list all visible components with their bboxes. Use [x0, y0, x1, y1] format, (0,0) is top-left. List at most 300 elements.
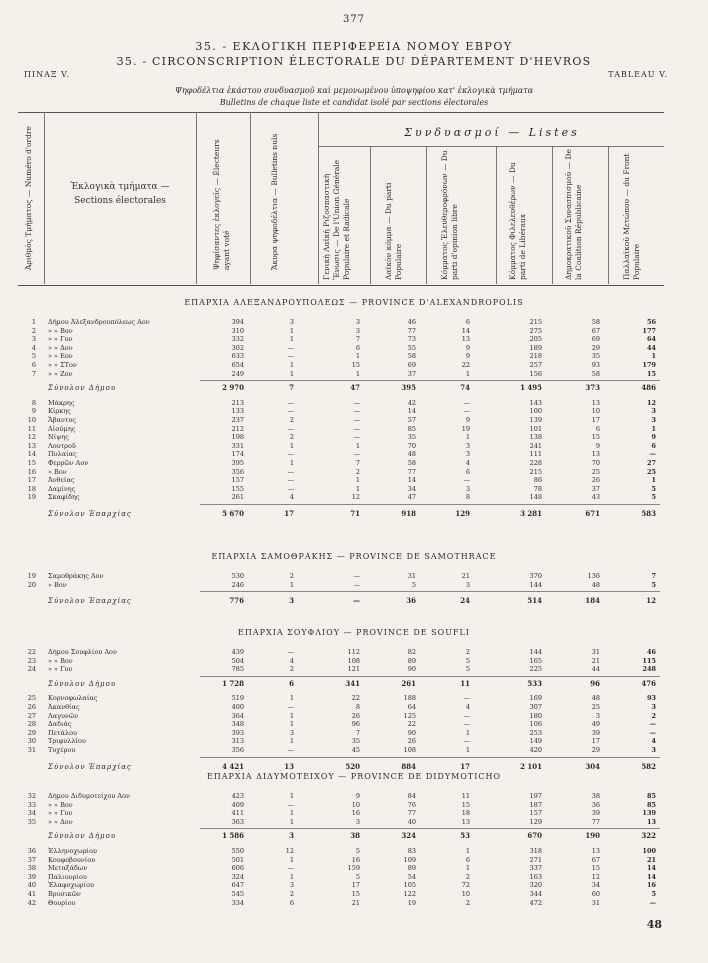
cell-value: 40 — [407, 817, 416, 826]
cell-value: 3 — [595, 711, 600, 720]
row-number: 15 — [27, 459, 36, 467]
header-electeurs: Ψηφίσαντες ἐκλογεῖς — Électeurs ayant voté — [212, 139, 231, 270]
header-col-populaire: Λαϊκὸν κόμμα — Du parti Populaire — [384, 182, 403, 280]
cell-value: 13 — [646, 817, 656, 826]
cell-value: 15 — [591, 433, 600, 442]
cell-value: 21 — [351, 898, 360, 907]
section-name: » » Εον — [48, 352, 73, 361]
cell-value: 22 — [407, 720, 416, 729]
row-number: 19 — [27, 572, 36, 580]
table-row — [0, 665, 708, 673]
cell-value: 18 — [461, 809, 470, 818]
cell-value: 109 — [403, 855, 416, 864]
cell-value: 71 — [350, 509, 360, 518]
cell-value: 411 — [231, 809, 244, 818]
cell-value: 22 — [351, 694, 360, 703]
section-name: » » Γον — [48, 335, 73, 344]
cell-value: 100 — [642, 847, 656, 855]
cell-value: 501 — [231, 855, 244, 864]
cell-value: 275 — [529, 326, 542, 335]
cell-value: 6 — [355, 343, 360, 352]
section-name: Δήμου Σουφλίου Αον — [48, 648, 117, 656]
section-name: Σύνολον Ἐπαρχίας — [48, 762, 132, 771]
cell-value: 3 — [289, 831, 294, 841]
cell-value: 1 — [289, 326, 294, 335]
row-number: 6 — [31, 361, 36, 369]
row-number: 17 — [27, 476, 36, 485]
cell-value: 58 — [407, 459, 416, 467]
cell-value: 105 — [403, 881, 416, 890]
cell-value: 10 — [591, 407, 600, 416]
cell-value: 49 — [591, 720, 600, 729]
cell-value: 46 — [646, 648, 656, 656]
cell-value: 261 — [401, 678, 416, 688]
cell-value: 550 — [231, 847, 244, 855]
cell-value: 1 — [651, 424, 656, 433]
table-row — [0, 657, 708, 665]
cell-value: 3 — [465, 450, 470, 459]
cell-value: 70 — [407, 441, 416, 450]
table-row — [0, 890, 708, 898]
header-numero: Ἀριθμὸς Τμήματος — Numéro d'ordre — [24, 126, 33, 270]
total-rule — [200, 757, 660, 758]
cell-value: 70 — [591, 459, 600, 467]
cell-value: 174 — [231, 450, 244, 459]
cell-value: 90 — [407, 665, 416, 674]
row-number: 3 — [31, 335, 36, 344]
header-nuls: Ἄκυρα ψηφοδέλτια — Bulletins nuls — [270, 133, 279, 270]
cell-value: 633 — [231, 352, 244, 361]
cell-value: 86 — [533, 476, 542, 485]
section-name: Σκαφίδης — [48, 493, 80, 502]
table-row — [0, 327, 708, 335]
cell-value: — — [287, 476, 294, 485]
cell-value: 1 — [289, 872, 294, 881]
cell-value: — — [353, 416, 360, 424]
cell-value: 121 — [347, 665, 360, 674]
cell-value: 1 — [355, 352, 360, 361]
cell-value: 370 — [529, 572, 542, 580]
cell-value: 78 — [533, 484, 542, 493]
subtotal-row — [0, 384, 708, 392]
cell-value: 476 — [641, 678, 656, 688]
row-number: 10 — [27, 416, 36, 424]
section-name: Ἀνθείας — [48, 476, 75, 485]
cell-value: 1 — [289, 720, 294, 729]
cell-value: 198 — [231, 433, 244, 442]
cell-value: 2 — [355, 467, 360, 476]
cell-value: 56 — [646, 318, 656, 326]
row-number: 20 — [27, 580, 36, 589]
cell-value: 205 — [529, 335, 542, 344]
cell-value: 1 — [465, 847, 470, 855]
cell-value: 129 — [455, 509, 470, 518]
table-row — [0, 416, 708, 424]
cell-value: 100 — [529, 407, 542, 416]
cell-value: 77 — [591, 817, 600, 826]
cell-value: 82 — [407, 648, 416, 656]
cell-value: 519 — [231, 694, 244, 703]
cell-value: — — [353, 596, 360, 606]
section-name: Κίρκης — [48, 407, 71, 416]
cell-value: 44 — [591, 665, 600, 674]
cell-value: 14 — [407, 476, 416, 485]
cell-value: 27 — [646, 459, 656, 467]
table-row — [0, 459, 708, 467]
cell-value: 212 — [231, 424, 244, 433]
row-number: 4 — [31, 343, 36, 352]
cell-value: 157 — [231, 476, 244, 485]
cell-value: 122 — [403, 890, 416, 898]
cell-value: 177 — [642, 326, 656, 335]
cell-value: 48 — [591, 580, 600, 589]
section-name: » Βον — [48, 467, 67, 476]
cell-value: 77 — [407, 809, 416, 818]
section-name: » » Βον — [48, 800, 73, 809]
cell-value: 1 — [289, 441, 294, 450]
cell-value: 213 — [231, 398, 244, 407]
row-number: 26 — [27, 703, 36, 711]
section-name: » » Δον — [48, 343, 73, 352]
cell-value: 4 — [289, 656, 294, 665]
cell-value: 155 — [231, 484, 244, 493]
cell-value: 13 — [461, 335, 470, 344]
cell-value: 9 — [465, 416, 470, 424]
cell-value: 322 — [641, 831, 656, 841]
cell-value: 1 — [465, 728, 470, 737]
cell-value: 3 — [651, 416, 656, 424]
cell-value: 246 — [231, 580, 244, 589]
cell-value: 31 — [407, 572, 416, 580]
section-name: Φερρῶν Αον — [48, 459, 89, 467]
table-row — [0, 792, 708, 800]
cell-value: 34 — [407, 484, 416, 493]
cell-value: 9 — [465, 343, 470, 352]
cell-value: 106 — [529, 720, 542, 729]
table-row — [0, 847, 708, 855]
header-col-coalition: Δημοκρατικοῦ Συνασπισμοῦ — De la Coalition Républicaine — [564, 149, 583, 280]
cell-value: 10 — [461, 890, 470, 898]
cell-value: 149 — [529, 737, 542, 746]
cell-value: 654 — [231, 361, 244, 369]
table-row — [0, 703, 708, 711]
cell-value: 307 — [529, 703, 542, 711]
cell-value: 37 — [407, 369, 416, 378]
cell-value: 112 — [347, 648, 360, 656]
cell-value: 3 — [355, 318, 360, 326]
cell-value: 25 — [646, 467, 656, 476]
row-number: 9 — [31, 407, 36, 416]
cell-value: 72 — [461, 881, 470, 890]
section-name: Ἀκανθίας — [48, 703, 80, 711]
cell-value: 1 — [289, 361, 294, 369]
cell-value: 5 — [651, 580, 656, 589]
cell-value: 64 — [407, 703, 416, 711]
cell-value: 237 — [231, 416, 244, 424]
cell-value: 14 — [646, 864, 656, 873]
cell-value: 42 — [407, 398, 416, 407]
header-col-opinion-libre: Κόμματος Ἐλευθεροφρόνων — Du parti d'opinion libre — [440, 150, 459, 280]
cell-value: 12 — [285, 847, 294, 855]
cell-value: 1 — [651, 476, 656, 485]
cell-value: 85 — [646, 800, 656, 809]
row-number: 36 — [27, 847, 36, 855]
section-name: Δήμου Ἀλεξανδρουπόλεως Αον — [48, 318, 150, 326]
table-row — [0, 468, 708, 476]
cell-value: 89 — [407, 656, 416, 665]
cell-value: 2 — [289, 416, 294, 424]
cell-value: 197 — [529, 792, 542, 800]
cell-value: 1 728 — [222, 678, 244, 688]
section-name: Σαμοθράκης Αον — [48, 572, 104, 580]
cell-value: — — [353, 398, 360, 407]
cell-value: 2 — [651, 711, 656, 720]
cell-value: 12 — [351, 493, 360, 502]
cell-value: 393 — [231, 728, 244, 737]
cell-value: 225 — [529, 665, 542, 674]
cell-value: 163 — [529, 872, 542, 881]
cell-value: 187 — [529, 800, 542, 809]
cell-value: 215 — [529, 467, 542, 476]
cell-value: 1 — [289, 694, 294, 703]
province-title: ΕΠΑΡΧΙΑ ΣΟΥΦΛΙΟΥ — PROVINCE DE SOUFLI — [238, 628, 470, 637]
table-row — [0, 720, 708, 728]
cell-value: 2 — [289, 890, 294, 898]
cell-value: 1 — [355, 484, 360, 493]
cell-value: 19 — [407, 898, 416, 907]
section-name: Δαδιάς — [48, 720, 72, 729]
cell-value: 190 — [585, 831, 600, 841]
cell-value: 1 586 — [222, 831, 244, 841]
cell-value: 1 — [355, 369, 360, 378]
table-row — [0, 648, 708, 656]
cell-value: 12 — [591, 872, 600, 881]
header-listes: Συνδυασμοί — Listes — [404, 126, 580, 139]
section-name: Κορνοφωλαίας — [48, 694, 98, 703]
cell-value: 35 — [351, 737, 360, 746]
cell-value: 9 — [595, 441, 600, 450]
cell-value: — — [287, 424, 294, 433]
row-number: 27 — [27, 711, 36, 720]
row-number: 42 — [27, 898, 36, 907]
cell-value: 2 — [289, 572, 294, 580]
cell-value: 1 — [289, 711, 294, 720]
table-row — [0, 433, 708, 441]
cell-value: 249 — [231, 369, 244, 378]
table-label-greek: ΠΙΝΑΞ V. — [24, 70, 71, 79]
section-name: Τριφυλλίου — [48, 737, 86, 746]
cell-value: 7 — [651, 572, 656, 580]
section-name: » » Βον — [48, 656, 73, 665]
cell-value: 90 — [407, 728, 416, 737]
cell-value: 36 — [406, 596, 416, 606]
cell-value: 17 — [351, 881, 360, 890]
section-name: Ἄβαντος — [48, 416, 77, 424]
cell-value: — — [287, 343, 294, 352]
section-name: Τυχέρου — [48, 746, 76, 754]
cell-value: 785 — [231, 665, 244, 674]
cell-value: 261 — [231, 493, 244, 502]
cell-value: 318 — [529, 847, 542, 855]
row-number: 2 — [31, 326, 36, 335]
table-row — [0, 442, 708, 450]
row-number: 40 — [27, 881, 36, 890]
row-number: 19 — [27, 493, 36, 502]
cell-value: 6 — [595, 424, 600, 433]
cell-value: 125 — [403, 711, 416, 720]
row-number: 33 — [27, 800, 36, 809]
cell-value: 304 — [585, 761, 600, 771]
cell-value: 2 — [465, 648, 470, 656]
cell-value: 3 — [289, 596, 294, 606]
cell-value: 3 — [355, 326, 360, 335]
cell-value: 9 — [465, 352, 470, 361]
cell-value: 9 — [651, 433, 656, 442]
cell-value: 16 — [646, 881, 656, 890]
table-row — [0, 407, 708, 415]
cell-value: 144 — [529, 648, 542, 656]
section-name: » » Γον — [48, 665, 73, 674]
cell-value: 188 — [403, 694, 416, 703]
cell-value: 139 — [529, 416, 542, 424]
cell-value: 1 — [289, 459, 294, 467]
cell-value: 2 970 — [222, 383, 244, 393]
row-number: 8 — [31, 398, 36, 407]
total-row — [0, 510, 708, 518]
cell-value: 179 — [642, 361, 656, 369]
cell-value: 583 — [641, 509, 656, 518]
row-number: 7 — [31, 369, 36, 378]
row-number: 29 — [27, 728, 36, 737]
cell-value: 4 — [465, 459, 470, 467]
row-number: 13 — [27, 441, 36, 450]
section-name: Βρυσικῶν — [48, 890, 81, 898]
row-number: 41 — [27, 890, 36, 898]
section-name: » » Γον — [48, 809, 73, 818]
cell-value: — — [287, 407, 294, 416]
row-number: 12 — [27, 433, 36, 442]
cell-value: — — [287, 450, 294, 459]
cell-value: 395 — [401, 383, 416, 393]
cell-value: 331 — [231, 441, 244, 450]
cell-value: 1 — [289, 817, 294, 826]
cell-value: 11 — [461, 792, 470, 800]
cell-value: 53 — [460, 831, 470, 841]
cell-value: 22 — [461, 361, 470, 369]
cell-value: 5 — [465, 665, 470, 674]
total-rule — [200, 504, 660, 505]
cell-value: 215 — [529, 318, 542, 326]
cell-value: 348 — [231, 720, 244, 729]
cell-value: 12 — [646, 596, 656, 606]
row-number: 34 — [27, 809, 36, 818]
cell-value: 7 — [289, 383, 294, 393]
footer-number: 48 — [646, 918, 662, 931]
cell-value: 1 — [355, 441, 360, 450]
cell-value: 60 — [591, 890, 600, 898]
cell-value: 3 — [651, 703, 656, 711]
cell-value: 13 — [591, 450, 600, 459]
cell-value: 3 281 — [520, 509, 542, 518]
cell-value: — — [353, 450, 360, 459]
table-row — [0, 399, 708, 407]
section-name: Μάκρης — [48, 398, 75, 407]
header-col-liberaux: Κόμματος Φιλελευθέρων — Du parti de Libéraux — [508, 162, 527, 280]
cell-value: 89 — [407, 864, 416, 873]
cell-value: 180 — [529, 711, 542, 720]
cell-value: 17 — [591, 737, 600, 746]
section-name: Σύνολον Ἐπαρχίας — [48, 510, 132, 518]
cell-value: 13 — [591, 398, 600, 407]
cell-value: 4 — [651, 737, 656, 746]
cell-value: 420 — [529, 746, 542, 754]
cell-value: 394 — [231, 318, 244, 326]
row-number: 16 — [27, 467, 36, 476]
cell-value: 15 — [461, 800, 470, 809]
cell-value: 6 — [289, 678, 294, 688]
table-row — [0, 801, 708, 809]
cell-value: 2 — [465, 872, 470, 881]
cell-value: — — [649, 720, 656, 729]
cell-value: 1 — [651, 352, 656, 361]
section-name: Σύνολον Ἐπαρχίας — [48, 597, 132, 606]
cell-value: 582 — [641, 761, 656, 771]
subtotal-row — [0, 680, 708, 688]
cell-value: 530 — [231, 572, 244, 580]
table-row — [0, 818, 708, 826]
table-row — [0, 581, 708, 589]
cell-value: 136 — [587, 572, 600, 580]
cell-value: 111 — [529, 450, 542, 459]
cell-value: 38 — [350, 831, 360, 841]
cell-value: 133 — [231, 407, 244, 416]
cell-value: 16 — [351, 855, 360, 864]
header-col-union: Γενικὴ Λαϊκὴ Ριζοσπαστικὴ Ἕνωσις — De l'Union Générale Populaire et Radicale — [322, 159, 351, 280]
cell-value: 21 — [591, 656, 600, 665]
cell-value: 3 — [465, 484, 470, 493]
cell-value: 4 421 — [222, 761, 244, 771]
table-row — [0, 873, 708, 881]
cell-value: 3 — [651, 746, 656, 754]
cell-value: 93 — [591, 361, 600, 369]
cell-value: 77 — [407, 467, 416, 476]
row-number: 14 — [27, 450, 36, 459]
cell-value: 31 — [591, 898, 600, 907]
cell-value: 69 — [407, 361, 416, 369]
cell-value: 1 — [465, 746, 470, 754]
cell-value: 12 — [646, 398, 656, 407]
cell-value: 7 — [355, 459, 360, 467]
cell-value: 29 — [591, 343, 600, 352]
cell-value: 15 — [351, 361, 360, 369]
cell-value: 409 — [231, 800, 244, 809]
table-row — [0, 352, 708, 360]
cell-value: 334 — [231, 898, 244, 907]
cell-value: 14 — [461, 326, 470, 335]
table-row — [0, 370, 708, 378]
cell-value: 15 — [591, 864, 600, 873]
cell-value: — — [463, 407, 470, 416]
cell-value: 2 101 — [520, 761, 542, 771]
table-row — [0, 694, 708, 702]
cell-value: 26 — [351, 711, 360, 720]
table-row — [0, 881, 708, 889]
cell-value: 9 — [355, 792, 360, 800]
section-name: Αἰσύμης — [48, 424, 76, 433]
table-row — [0, 899, 708, 907]
cell-value: 21 — [461, 572, 470, 580]
cell-value: 165 — [529, 656, 542, 665]
